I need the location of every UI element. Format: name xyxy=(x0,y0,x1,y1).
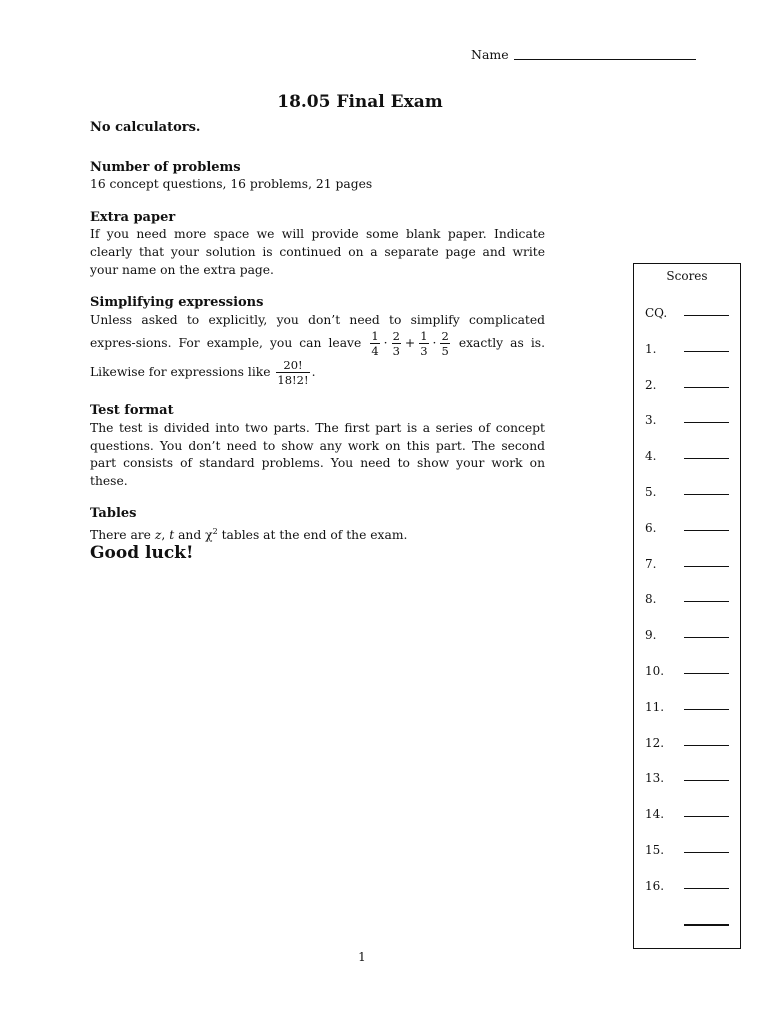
fraction xyxy=(419,329,428,358)
scores-title: Scores xyxy=(666,269,708,283)
section-text xyxy=(90,523,545,545)
score-blank-line[interactable] xyxy=(684,637,729,638)
score-blank-line[interactable] xyxy=(684,494,729,495)
score-row-label: 10. xyxy=(645,664,665,678)
text: Unless asked to explicitly, you don’t need to simplify complicated expres-sions. For example, you can leave xyxy=(90,312,545,351)
section-number-of-problems xyxy=(90,159,545,194)
math-symbol: z xyxy=(154,528,162,542)
score-blank-line[interactable] xyxy=(684,745,729,746)
numerator: 1 xyxy=(371,329,379,344)
score-blank-line[interactable] xyxy=(684,351,729,352)
score-blank-line[interactable] xyxy=(684,816,729,817)
section-text: If you need more space we will provide some blank paper. Indicate clearly that your solution is continued on a separate page and write your name on the extra page. xyxy=(90,227,545,277)
score-blank-line[interactable] xyxy=(684,530,729,531)
punctuation: , xyxy=(161,528,166,542)
fraction xyxy=(440,329,449,358)
score-blank-line[interactable] xyxy=(684,458,729,459)
score-blank-line[interactable] xyxy=(684,601,729,602)
numerator: 20! xyxy=(276,358,309,373)
text: tables at the end of the exam. xyxy=(221,528,408,542)
section-text: The test is divided into two parts. The first part is a series of concept questions. You don’t need to show any work on this part. The second part consists of standard problems. You need to show your work on these. xyxy=(90,420,545,488)
score-row-label: 5. xyxy=(645,485,657,499)
score-row-label: 3. xyxy=(645,413,657,428)
denominator: 4 xyxy=(371,344,379,359)
denominator: 3 xyxy=(392,344,400,359)
operator: + xyxy=(404,336,416,351)
fraction xyxy=(276,358,309,387)
punctuation: . xyxy=(311,365,316,380)
section-test-format xyxy=(90,402,545,490)
score-row-label: 12. xyxy=(645,735,665,750)
section-simplifying xyxy=(90,294,545,387)
score-blank-line[interactable] xyxy=(684,780,729,781)
name-label: Name xyxy=(471,47,509,62)
math-symbol: t xyxy=(169,528,175,542)
section-heading: Tables xyxy=(90,506,137,522)
section-text: 16 concept questions, 16 problems, 21 pages xyxy=(90,177,373,192)
section-heading: Test format xyxy=(90,403,174,419)
operator: · xyxy=(383,336,388,351)
superscript: 2 xyxy=(212,526,218,536)
numerator: 1 xyxy=(420,329,428,344)
score-blank-line[interactable] xyxy=(684,422,729,423)
scores-box xyxy=(633,263,741,949)
score-blank-line[interactable] xyxy=(684,566,729,567)
numerator: 2 xyxy=(441,329,449,344)
operator: · xyxy=(432,336,437,351)
section-tables xyxy=(90,505,545,544)
score-row-label: 15. xyxy=(645,843,665,857)
fraction xyxy=(392,329,401,358)
text: There are xyxy=(90,528,151,542)
score-blank-line[interactable] xyxy=(684,387,729,388)
no-calculators-note: No calculators. xyxy=(90,120,201,135)
score-blank-line[interactable] xyxy=(684,852,729,853)
score-row-label: 11. xyxy=(645,699,665,714)
section-heading: Number of problems xyxy=(90,159,241,175)
section-heading: Simplifying expressions xyxy=(90,295,264,311)
score-row-label: 7. xyxy=(645,556,657,571)
instructions xyxy=(90,119,545,562)
score-row-label: 8. xyxy=(645,592,657,607)
denominator: 5 xyxy=(441,344,449,359)
page-title: 18.05 Final Exam xyxy=(277,92,443,112)
score-row-label: 4. xyxy=(645,449,657,464)
name-field-line[interactable] xyxy=(514,59,696,60)
fraction xyxy=(370,329,379,358)
score-row-label: 14. xyxy=(645,807,665,822)
text: expressions like xyxy=(170,365,271,380)
score-blank-line[interactable] xyxy=(684,709,729,710)
text: exactly as is. Likewise for xyxy=(90,336,545,380)
score-row-label: 2. xyxy=(645,377,657,392)
section-heading: Extra paper xyxy=(90,209,176,225)
section-text xyxy=(90,312,545,388)
math-symbol: χ xyxy=(205,528,213,542)
text: and xyxy=(178,528,202,542)
section-extra-paper xyxy=(90,209,545,279)
score-blank-line[interactable] xyxy=(684,315,729,316)
denominator: 3 xyxy=(420,344,428,359)
score-blank-line[interactable] xyxy=(684,888,729,889)
score-row-label: 16. xyxy=(645,878,665,893)
score-row-label: 13. xyxy=(645,771,665,786)
numerator: 2 xyxy=(392,329,400,344)
page-number: 1 xyxy=(358,950,366,964)
good-luck: Good luck! xyxy=(90,542,194,563)
score-row-label: CQ. xyxy=(645,306,668,320)
score-row-label: 1. xyxy=(645,341,657,356)
score-row-label: 9. xyxy=(645,628,657,643)
score-blank-line[interactable] xyxy=(684,673,729,674)
denominator: 18!2! xyxy=(277,373,309,388)
score-row-label: 6. xyxy=(645,520,657,535)
score-blank-line[interactable] xyxy=(684,924,729,926)
